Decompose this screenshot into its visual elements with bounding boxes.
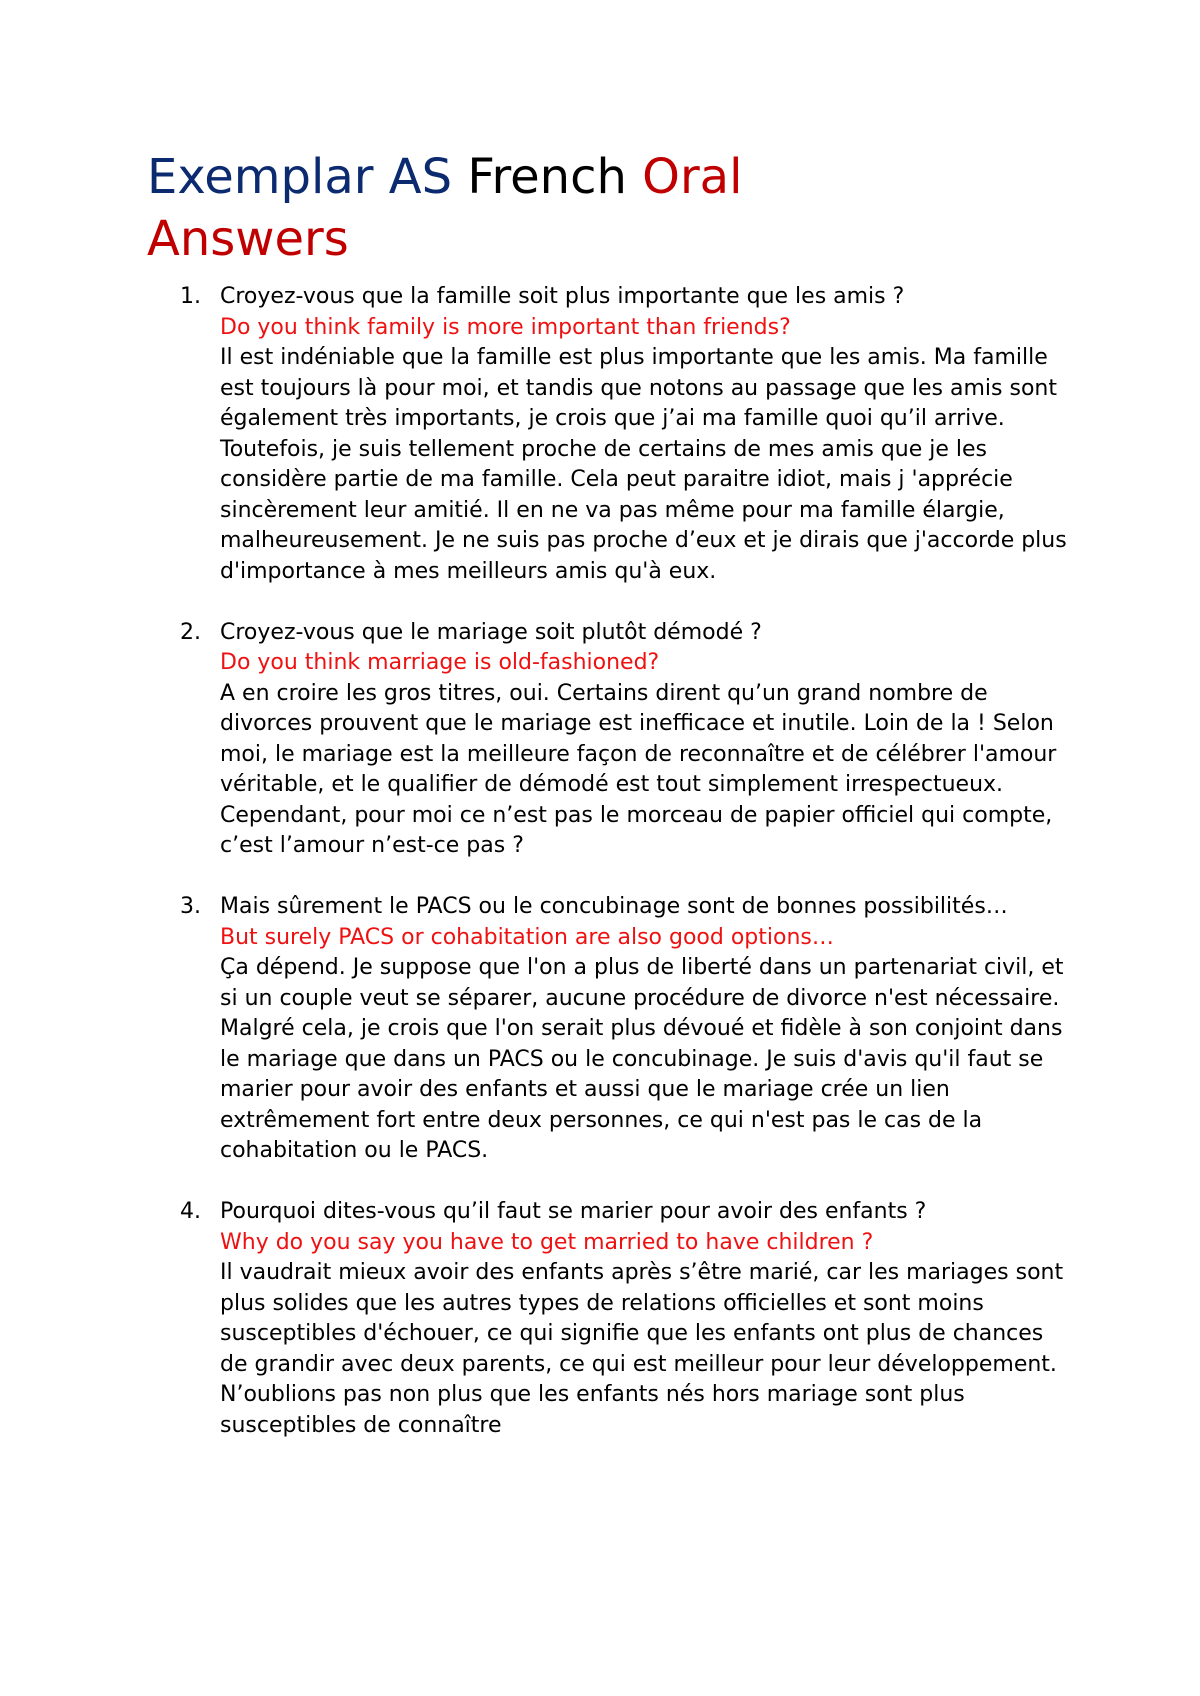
item-number: 2.: [180, 619, 201, 645]
question-text: Pourquoi dites-vous qu’il faut se marier pour avoir des enfants ?: [220, 1199, 927, 1224]
question-translation: Why do you say you have to get married to have children ?: [220, 1229, 874, 1255]
question-translation: But surely PACS or cohabitation are also good options…: [220, 924, 834, 950]
title-part-french: French: [467, 149, 627, 205]
item-number: 3.: [180, 894, 201, 919]
item-number: 4.: [180, 1199, 201, 1224]
question-text: Croyez-vous que le mariage soit plutôt démodé ?: [220, 619, 762, 645]
question-translation: Do you think family is more important than friends?: [220, 314, 791, 340]
title-part-answers: Answers: [147, 211, 349, 267]
answer-text: Il est indéniable que la famille est plus importante que les amis. Ma famille est toujours là pour moi, et tandis que notons au passage que les amis sont également très importants, je crois que j’ai ma famille quoi qu’il arrive. Toutefois, je suis tellement proche de certains de mes amis que je les considère partie de ma famille. Cela peut paraitre idiot, mais j 'apprécie sincèrement leur amitié. Il en ne va pas même pour ma famille élargie, malheureusement. Je ne suis pas proche d’eux et je dirais que j'accorde plus d'importance à mes meilleurs amis qu'à eux.: [220, 345, 1067, 584]
qa-item-1: [0, 282, 1075, 587]
qa-item-4: [0, 1197, 1075, 1441]
title-part-oral: Oral: [642, 149, 743, 205]
answer-text: Ça dépend. Je suppose que l'on a plus de liberté dans un partenariat civil, et si un couple veut se séparer, aucune procédure de divorce n'est nécessaire. Malgré cela, je crois que l'on serait plus dévoué et fidèle à son conjoint dans le mariage que dans un PACS ou le concubinage. Je suis d'avis qu'il faut se marier pour avoir des enfants et aussi que le mariage crée un lien extrêmement fort entre deux personnes, ce qui n'est pas le cas de la cohabitation ou le PACS.: [220, 955, 1064, 1163]
title-part-exemplar-as: Exemplar AS: [147, 149, 453, 205]
answer-text: Il vaudrait mieux avoir des enfants après s’être marié, car les mariages sont plus solides que les autres types de relations officielles et sont moins susceptibles d'échouer, ce qui signifie que les enfants ont plus de chances de grandir avec deux parents, ce qui est meilleur pour leur développement. N’oublions pas non plus que les enfants nés hors mariage sont plus susceptibles de connaître: [220, 1260, 1064, 1438]
question-translation: Do you think marriage is old-fashioned?: [220, 650, 660, 675]
question-text: Mais sûrement le PACS ou le concubinage sont de bonnes possibilités…: [220, 894, 1008, 919]
qa-item-2: [0, 618, 1075, 862]
item-number: 1.: [180, 284, 201, 309]
qa-list: [0, 282, 1200, 1472]
answer-text: A en croire les gros titres, oui. Certains dirent qu’un grand nombre de divorces prouvent que le mariage est inefficace et inutile. Loin de la ! Selon moi, le mariage est la meilleure façon de reconnaître et de célébrer l'amour véritable, et le qualifier de démodé est tout simplement irrespectueux. Cependant, pour moi ce n’est pas le morceau de papier officiel qui compte, c’est l’amour n’est-ce pas ?: [220, 680, 1057, 858]
document-title: [147, 146, 1087, 270]
question-text: Croyez-vous que la famille soit plus importante que les amis ?: [220, 284, 905, 309]
qa-item-3: [0, 892, 1075, 1167]
